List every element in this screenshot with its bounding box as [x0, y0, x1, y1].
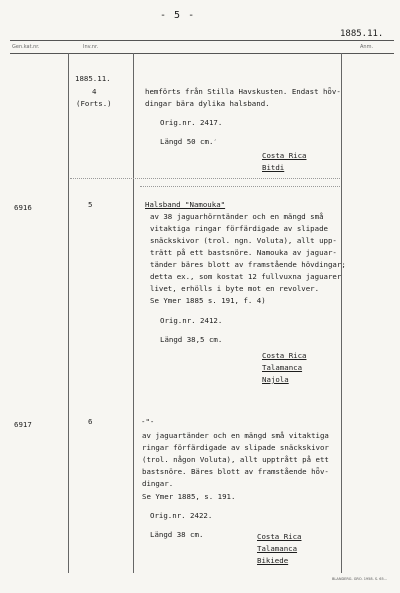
- column-divider-2: [133, 53, 134, 573]
- separator-dots-1: [70, 178, 340, 179]
- printer-footer: BLANDERG. GRO. 1958. S. 65...: [332, 577, 388, 581]
- entry1-inv: 5: [88, 200, 93, 209]
- separator-dots-2: [140, 186, 340, 187]
- column-header-inv: Inv.nr.: [83, 44, 99, 50]
- entry1-gen-kat: 6916: [14, 203, 32, 212]
- entry2-inv: 6: [88, 417, 93, 426]
- entry1-line-8: Se Ymer 1885 s. 191, f. 4): [150, 296, 266, 305]
- entry0-date: 1885.11.: [75, 74, 111, 83]
- entry2-line-1: av jaguartänder och en mängd små vitaktiga: [142, 431, 329, 440]
- entry2-line-2: ringar förfärdigade av slipade snäckskivor: [142, 443, 329, 452]
- entry2-origin-region: Talamanca: [257, 544, 298, 553]
- entry1-line-3: snäckskivor (trol. ngn. Voluta), allt upp-: [150, 236, 337, 245]
- entry2-gen-kat: 6917: [14, 420, 32, 429]
- entry2-origin-place: Bikiede: [257, 556, 289, 565]
- entry1-origin-place: Najola: [262, 375, 289, 384]
- entry2-orig: Orig.nr. 2422.: [150, 511, 213, 520]
- year-header: 1885.11.: [340, 29, 384, 39]
- entry0-line-1: hemförts från Stilla Havskusten. Endast hȫv-: [145, 87, 341, 96]
- entry2-line-5: dingar.: [142, 479, 174, 488]
- entry1-line-7: livet, erhölls i byte mot en revolver.: [150, 284, 320, 293]
- entry1-length: Längd 38,5 cm.: [160, 335, 223, 344]
- entry2-line-6: Se Ymer 1885, s. 191.: [142, 492, 236, 501]
- entry1-line-4: trätt på ett bastsnöre. Namouka av jaguar-: [150, 248, 337, 257]
- entry1-line-5: tänder bäres blott av framstående hövdingar;: [150, 260, 346, 269]
- entry2-ditto: -"-: [141, 417, 155, 426]
- entry1-orig: Orig.nr. 2412.: [160, 316, 223, 325]
- header-rule-top: [10, 40, 394, 41]
- column-header-anm: Anm.: [360, 44, 374, 50]
- page-number: - 5 -: [160, 10, 196, 21]
- entry0-length: Längd 50 cm.: [160, 137, 214, 146]
- entry2-length: Längd 38 cm.: [150, 530, 204, 539]
- entry1-title: Halsband "Namouka": [145, 200, 226, 209]
- entry2-origin-country: Costa Rica: [257, 532, 302, 541]
- entry0-inv: 4: [92, 87, 97, 96]
- column-header-gen-kat: Gen.kat.nr.: [12, 44, 40, 50]
- entry2-line-4: bastsnöre. Bäres blott av framstående hȫv-: [142, 467, 329, 476]
- entry1-origin-country: Costa Rica: [262, 351, 307, 360]
- entry1-line-1: av 38 jaguarhörntänder och en mängd små: [150, 212, 324, 221]
- entry1-origin-region: Talamanca: [262, 363, 303, 372]
- entry0-forts: (Forts.): [76, 99, 112, 108]
- entry1-line-2: vitaktiga ringar förfärdigade av slipade: [150, 224, 328, 233]
- pencil-mark: ¸: [213, 133, 218, 141]
- column-divider-3: [341, 53, 342, 573]
- entry2-line-3: (trol. någon Voluta), allt upptrått på ett: [142, 455, 329, 464]
- entry0-line-2: dingar bära dylika halsband.: [145, 99, 270, 108]
- entry0-origin-country: Costa Rica: [262, 151, 307, 160]
- column-divider-1: [68, 53, 69, 573]
- entry0-origin-place: Bitdi: [262, 163, 285, 172]
- entry1-line-6: detta ex., som kostat 12 fullvuxna jaguarer: [150, 272, 342, 281]
- entry0-orig: Orig.nr. 2417.: [160, 118, 223, 127]
